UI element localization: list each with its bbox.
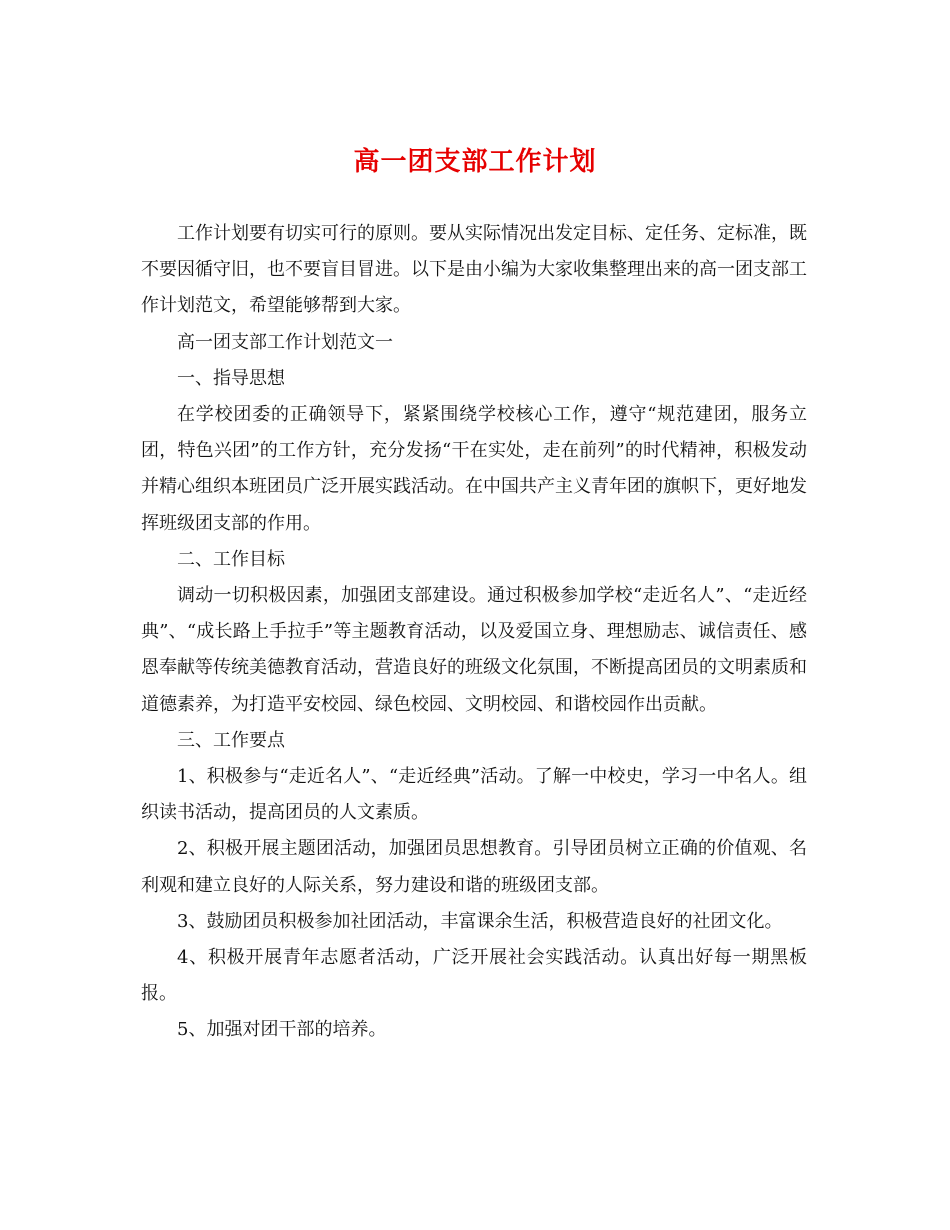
intro-paragraph: 工作计划要有切实可行的原则。要从实际情况出发定目标、定任务、定标准，既不要因循守旧，也不要盲目冒进。以下是由小编为大家收集整理出来的高一团支部工作计划范文，希望能够帮到大家。: [141, 223, 807, 317]
section-heading-guiding-ideology: 一、指导思想: [177, 367, 285, 389]
work-point-1: 1、积极参与“走近名人”、“走近经典”活动。了解一中校史，学习一中名人。组织读书活动，提高团员的人文素质。: [141, 766, 807, 824]
document-title: 高一团支部工作计划: [353, 147, 597, 177]
work-point-5: 5、加强对团干部的培养。: [177, 1019, 387, 1041]
work-point-4: 4、积极开展青年志愿者活动，广泛开展社会实践活动。认真出好每一期黑板报。: [141, 947, 807, 1005]
work-goals-paragraph: 调动一切积极因素，加强团支部建设。通过积极参加学校“走近名人”、“走近经典”、“成长路上手拉手”等主题教育活动，以及爱国立身、理想励志、诚信责任、感恩奉献等传统美德教育活动，营造良好的班级文化氛围，不断提高团员的文明素质和道德素养，为打造平安校园、绿色校园、文明校园、和谐校园作出贡献。: [141, 585, 807, 715]
guiding-ideology-paragraph: 在学校团委的正确领导下，紧紧围绕学校核心工作，遵守“规范建团，服务立团，特色兴团”的工作方针，充分发扬“干在实处，走在前列”的时代精神，积极发动并精心组织本班团员广泛开展实践活动。在中国共产主义青年团的旗帜下，更好地发挥班级团支部的作用。: [141, 404, 807, 534]
sample-heading: 高一团支部工作计划范文一: [177, 331, 393, 353]
work-point-3: 3、鼓励团员积极参加社团活动，丰富课余生活，积极营造良好的社团文化。: [177, 910, 783, 932]
section-heading-work-points: 三、工作要点: [177, 729, 285, 751]
section-heading-work-goals: 二、工作目标: [177, 548, 285, 570]
document-body: [141, 216, 807, 1049]
work-point-2: 2、积极开展主题团活动，加强团员思想教育。引导团员树立正确的价值观、名利观和建立良好的人际关系，努力建设和谐的班级团支部。: [141, 838, 807, 896]
